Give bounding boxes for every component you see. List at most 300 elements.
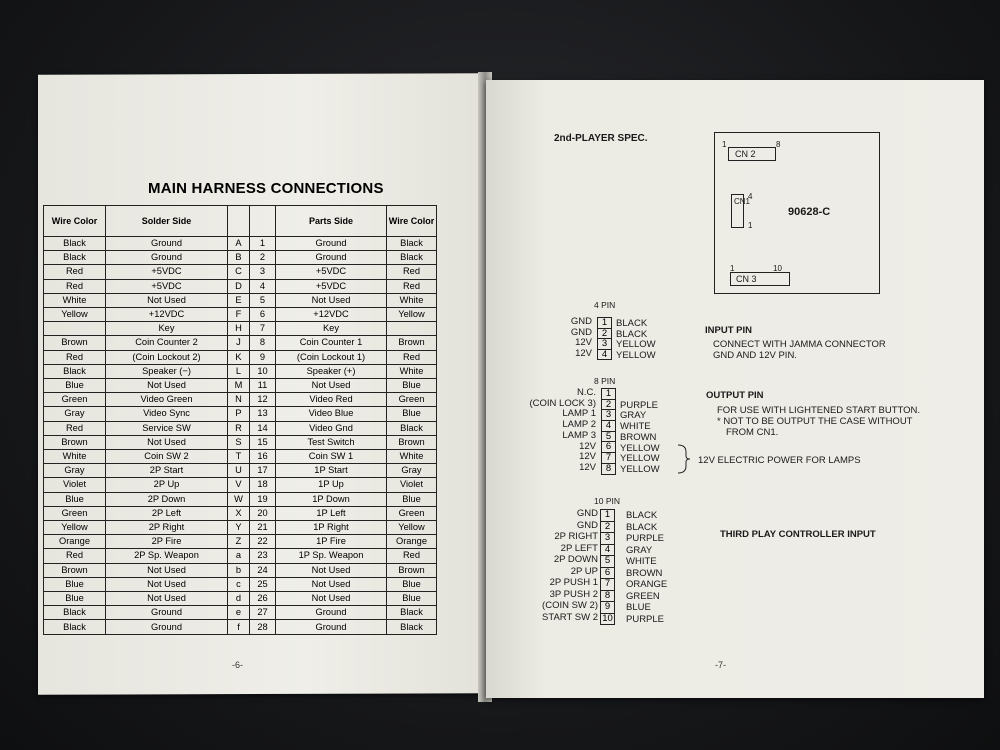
- parts-side-cell: Not Used: [276, 563, 387, 577]
- pin-letter-cell: c: [228, 577, 250, 591]
- wire-color-right-cell: Black: [387, 251, 437, 265]
- parts-side-cell: Not Used: [276, 293, 387, 307]
- pin8-pin-number: 1: [602, 388, 615, 400]
- solder-side-cell: 2P Down: [106, 492, 228, 506]
- wire-color-left-cell: Orange: [44, 535, 106, 549]
- table-row: [44, 279, 437, 293]
- pin-number-cell: 7: [250, 322, 276, 336]
- wire-color-left-cell: Black: [44, 251, 106, 265]
- cn3-start-pin: 1: [730, 264, 735, 273]
- parts-side-cell: Test Switch: [276, 435, 387, 449]
- solder-side-cell: Not Used: [106, 577, 228, 591]
- pin-number-cell: 28: [250, 620, 276, 635]
- pin-number-cell: 14: [250, 421, 276, 435]
- solder-side-cell: Ground: [106, 620, 228, 635]
- pin8-note-line: FOR USE WITH LIGHTENED START BUTTON.: [717, 405, 921, 416]
- solder-side-cell: +5VDC: [106, 265, 228, 279]
- pin8-pin-number: 2: [602, 400, 615, 411]
- pin-number-cell: 11: [250, 379, 276, 393]
- cn2-connector: [728, 147, 776, 161]
- wire-color-right-cell: Brown: [387, 563, 437, 577]
- wire-color-left-cell: Gray: [44, 464, 106, 478]
- pin-number-cell: 13: [250, 407, 276, 421]
- pin8-note-title: OUTPUT PIN: [706, 390, 764, 401]
- pin-number-cell: 20: [250, 506, 276, 520]
- wire-color-left-cell: Black: [44, 364, 106, 378]
- table-row: [44, 435, 437, 449]
- pin8-wire-color: GRAY: [620, 410, 647, 422]
- pin-letter-cell: f: [228, 620, 250, 635]
- pin-number-cell: 5: [250, 293, 276, 307]
- pin10-wire-color: BLUE: [626, 602, 651, 613]
- pin-letter-cell: X: [228, 506, 250, 520]
- pin10-wire-color: BROWN: [626, 567, 663, 579]
- pin10-pin-number: 3: [601, 533, 614, 545]
- pin-letter-cell: C: [228, 265, 250, 279]
- pin-number-cell: 19: [250, 492, 276, 506]
- solder-side-cell: Not Used: [106, 379, 228, 393]
- table-row: [44, 407, 437, 421]
- brace-icon: [676, 444, 692, 474]
- parts-side-cell: +5VDC: [276, 265, 387, 279]
- wire-color-left-cell: Red: [44, 350, 106, 364]
- solder-side-cell: 2P Right: [106, 521, 228, 535]
- pcb-model: 90628-C: [788, 206, 831, 218]
- solder-side-cell: Ground: [106, 237, 228, 251]
- pin8-pin-number: 8: [602, 464, 615, 475]
- pin8-signal-label: LAMP 2: [562, 419, 596, 431]
- parts-side-cell: 1P Start: [276, 464, 387, 478]
- table-row: [44, 535, 437, 549]
- pin10-wire-color: ORANGE: [626, 579, 668, 590]
- pin10-pin-number: 8: [601, 591, 614, 603]
- pin4-pin-number: 1: [598, 317, 611, 329]
- wire-color-right-cell: Yellow: [387, 308, 437, 322]
- parts-side-cell: 1P Up: [276, 478, 387, 492]
- pin-number-cell: 26: [250, 592, 276, 606]
- wire-color-left-cell: Red: [44, 265, 106, 279]
- header-parts-side: Parts Side: [276, 206, 387, 237]
- page-title: MAIN HARNESS CONNECTIONS: [148, 180, 384, 197]
- header-solder-side: Solder Side: [106, 206, 228, 237]
- pin10-pin-number: 7: [601, 579, 614, 591]
- cn2-end-pin: 8: [776, 140, 781, 149]
- solder-side-cell: 2P Left: [106, 506, 228, 520]
- pin4-wire-color: BLACK: [616, 328, 648, 340]
- pin4-wire-color: YELLOW: [616, 339, 656, 350]
- wire-color-right-cell: Yellow: [387, 521, 437, 535]
- pin-number-cell: 27: [250, 606, 276, 620]
- wire-color-right-cell: Gray: [387, 464, 437, 478]
- pin10-signal-label: 2P DOWN: [553, 554, 598, 565]
- table-row: [44, 379, 437, 393]
- harness-table: [43, 205, 437, 635]
- cn1-connector: [731, 194, 751, 228]
- wire-color-left-cell: White: [44, 450, 106, 464]
- wire-color-left-cell: Green: [44, 506, 106, 520]
- solder-side-cell: Ground: [106, 251, 228, 265]
- pin8-signal-label: 12V: [579, 461, 596, 473]
- table-row: [44, 478, 437, 492]
- wire-color-right-cell: Black: [387, 606, 437, 620]
- table-row: [44, 492, 437, 506]
- wire-color-right-cell: Orange: [387, 535, 437, 549]
- pin8-title: 8 PIN: [594, 376, 616, 386]
- table-row: [44, 421, 437, 435]
- header-letter: [228, 206, 250, 237]
- solder-side-cell: 2P Sp. Weapon: [106, 549, 228, 563]
- pin10-wire-color: WHITE: [626, 556, 657, 567]
- pin-letter-cell: M: [228, 379, 250, 393]
- parts-side-cell: Video Gnd: [276, 421, 387, 435]
- wire-color-left-cell: Blue: [44, 492, 106, 506]
- parts-side-cell: Speaker (+): [276, 364, 387, 378]
- parts-side-cell: 1P Left: [276, 506, 387, 520]
- cn1-top-pin: 4: [748, 192, 753, 201]
- pin-number-cell: 6: [250, 308, 276, 322]
- pin-letter-cell: S: [228, 435, 250, 449]
- table-row: [44, 450, 437, 464]
- parts-side-cell: +12VDC: [276, 308, 387, 322]
- pin8-signal-label: 12V: [579, 451, 596, 463]
- wire-color-right-cell: White: [387, 450, 437, 464]
- cn1-bottom-pin: 1: [748, 221, 753, 230]
- table-row: [44, 620, 437, 635]
- table-row: [44, 336, 437, 350]
- solder-side-cell: Not Used: [106, 563, 228, 577]
- pin-letter-cell: a: [228, 549, 250, 563]
- pin8-signal-label: LAMP 1: [562, 408, 596, 420]
- pin-number-cell: 2: [250, 251, 276, 265]
- parts-side-cell: 1P Down: [276, 492, 387, 506]
- pin10-signal-label: GND: [576, 519, 598, 531]
- table-row: [44, 563, 437, 577]
- wire-color-right-cell: Blue: [387, 592, 437, 606]
- table-header-row: [44, 206, 437, 237]
- parts-side-cell: 1P Right: [276, 521, 387, 535]
- wire-color-left-cell: Black: [44, 620, 106, 635]
- wire-color-left-cell: Brown: [44, 563, 106, 577]
- pin-letter-cell: N: [228, 393, 250, 407]
- solder-side-cell: 2P Up: [106, 478, 228, 492]
- wire-color-left-cell: [44, 322, 106, 336]
- pin10-wire-color: BLACK: [626, 521, 658, 533]
- pin4-pin-number: 2: [598, 329, 611, 340]
- pin10-pin-number: 6: [601, 568, 614, 580]
- pin10-signal-label: GND: [576, 508, 598, 519]
- pin-letter-cell: J: [228, 336, 250, 350]
- wire-color-left-cell: Red: [44, 279, 106, 293]
- pin-letter-cell: D: [228, 279, 250, 293]
- pin-number-cell: 15: [250, 435, 276, 449]
- pin-letter-cell: R: [228, 421, 250, 435]
- table-row: [44, 464, 437, 478]
- wire-color-left-cell: Black: [44, 237, 106, 251]
- wire-color-left-cell: Brown: [44, 435, 106, 449]
- pin10-wire-color: BLACK: [626, 510, 658, 521]
- table-row: [44, 251, 437, 265]
- header-wire-color-right: Wire Color: [387, 206, 437, 237]
- table-row: [44, 308, 437, 322]
- pin-number-cell: 23: [250, 549, 276, 563]
- pin4-signal-label: 12V: [575, 347, 592, 359]
- pin8-pin-number: 5: [602, 432, 615, 443]
- wire-color-right-cell: Green: [387, 393, 437, 407]
- pin-letter-cell: d: [228, 592, 250, 606]
- wire-color-right-cell: Blue: [387, 379, 437, 393]
- pin-letter-cell: E: [228, 293, 250, 307]
- solder-side-cell: 2P Fire: [106, 535, 228, 549]
- pin-letter-cell: K: [228, 350, 250, 364]
- pin-number-cell: 16: [250, 450, 276, 464]
- pin8-wire-color: BROWN: [620, 431, 657, 443]
- pin10-pin-number: 1: [601, 509, 614, 522]
- pin-letter-cell: A: [228, 237, 250, 251]
- pin4-wire-color: YELLOW: [616, 349, 656, 361]
- wire-color-left-cell: Yellow: [44, 308, 106, 322]
- wire-color-right-cell: Blue: [387, 492, 437, 506]
- parts-side-cell: 1P Fire: [276, 535, 387, 549]
- pin-number-cell: 24: [250, 563, 276, 577]
- pin8-pin-box: [601, 388, 616, 475]
- wire-color-right-cell: Blue: [387, 577, 437, 591]
- pin8-note-line: * NOT TO BE OUTPUT THE CASE WITHOUT: [717, 416, 913, 427]
- solder-side-cell: Video Sync: [106, 407, 228, 421]
- pin-letter-cell: L: [228, 364, 250, 378]
- wire-color-right-cell: Red: [387, 265, 437, 279]
- solder-side-cell: Video Green: [106, 393, 228, 407]
- pin10-signal-label: (COIN SW 2): [542, 600, 598, 611]
- parts-side-cell: Video Blue: [276, 407, 387, 421]
- solder-side-cell: Coin SW 2: [106, 450, 228, 464]
- pin8-signal-label: 12V: [579, 440, 596, 452]
- cn3-label: CN 3: [736, 274, 757, 284]
- pin8-signal-label: N.C.: [577, 387, 596, 398]
- solder-side-cell: 2P Start: [106, 464, 228, 478]
- wire-color-right-cell: White: [387, 293, 437, 307]
- header-number: [250, 206, 276, 237]
- pin10-wire-color: PURPLE: [626, 613, 665, 625]
- parts-side-cell: Coin SW 1: [276, 450, 387, 464]
- pin8-wire-color: WHITE: [620, 421, 651, 433]
- pin4-note-line: GND AND 12V PIN.: [713, 350, 797, 361]
- cn2-start-pin: 1: [722, 140, 727, 149]
- page-number-left: -6-: [232, 660, 243, 670]
- cn1-label: CN1: [734, 197, 751, 206]
- pin4-wire-color: BLACK: [616, 318, 648, 329]
- wire-color-left-cell: Red: [44, 421, 106, 435]
- parts-side-cell: (Coin Lockout 1): [276, 350, 387, 364]
- pin-number-cell: 4: [250, 279, 276, 293]
- pin10-signal-label: START SW 2: [542, 611, 598, 623]
- brace-note: 12V ELECTRIC POWER FOR LAMPS: [698, 455, 861, 466]
- pin-letter-cell: H: [228, 322, 250, 336]
- solder-side-cell: Key: [106, 322, 228, 336]
- parts-side-cell: Ground: [276, 251, 387, 265]
- wire-color-right-cell: Black: [387, 620, 437, 635]
- table-row: [44, 265, 437, 279]
- solder-side-cell: +12VDC: [106, 308, 228, 322]
- wire-color-right-cell: [387, 322, 437, 336]
- table-row: [44, 506, 437, 520]
- solder-side-cell: Not Used: [106, 592, 228, 606]
- pin10-pin-number: 2: [601, 522, 614, 534]
- pin4-note-title: INPUT PIN: [705, 325, 752, 336]
- wire-color-right-cell: Black: [387, 237, 437, 251]
- parts-side-cell: 1P Sp. Weapon: [276, 549, 387, 563]
- pin-letter-cell: Z: [228, 535, 250, 549]
- header-wire-color-left: Wire Color: [44, 206, 106, 237]
- table-row: [44, 606, 437, 620]
- pin-number-cell: 12: [250, 393, 276, 407]
- pin-number-cell: 17: [250, 464, 276, 478]
- pin-letter-cell: F: [228, 308, 250, 322]
- solder-side-cell: Not Used: [106, 293, 228, 307]
- section-heading: 2nd-PLAYER SPEC.: [554, 133, 648, 144]
- parts-side-cell: Ground: [276, 606, 387, 620]
- pin4-pin-number: 3: [598, 339, 611, 350]
- page-number-right: -7-: [715, 660, 726, 670]
- pin-letter-cell: Y: [228, 521, 250, 535]
- parts-side-cell: Not Used: [276, 379, 387, 393]
- pin-letter-cell: B: [228, 251, 250, 265]
- pin-number-cell: 8: [250, 336, 276, 350]
- pin-letter-cell: U: [228, 464, 250, 478]
- parts-side-cell: Not Used: [276, 577, 387, 591]
- parts-side-cell: Ground: [276, 237, 387, 251]
- wire-color-right-cell: Red: [387, 279, 437, 293]
- pin10-pin-number: 10: [602, 612, 613, 624]
- parts-side-cell: +5VDC: [276, 279, 387, 293]
- pin10-signal-label: 2P LEFT: [560, 542, 598, 554]
- table-row: [44, 521, 437, 535]
- pin8-signal-label: (COIN LOCK 3): [529, 397, 596, 409]
- pin4-signal-label: 12V: [575, 337, 592, 348]
- pin-number-cell: 3: [250, 265, 276, 279]
- pin-letter-cell: T: [228, 450, 250, 464]
- pin8-pin-number: 3: [602, 410, 615, 421]
- wire-color-left-cell: Black: [44, 606, 106, 620]
- wire-color-left-cell: Yellow: [44, 521, 106, 535]
- pin-number-cell: 9: [250, 350, 276, 364]
- wire-color-right-cell: Black: [387, 421, 437, 435]
- table-row: [44, 592, 437, 606]
- pin8-pin-number: 7: [602, 453, 615, 464]
- wire-color-right-cell: Red: [387, 549, 437, 563]
- pin10-wire-color: GRAY: [626, 544, 653, 556]
- wire-color-left-cell: Red: [44, 549, 106, 563]
- pin4-pin-box: [597, 317, 612, 360]
- pin4-title: 4 PIN: [594, 300, 616, 310]
- pin-number-cell: 25: [250, 577, 276, 591]
- table-row: [44, 549, 437, 563]
- pin4-note-line: CONNECT WITH JAMMA CONNECTOR: [713, 339, 886, 350]
- wire-color-right-cell: Green: [387, 506, 437, 520]
- pin10-signal-label: 2P RIGHT: [554, 531, 598, 542]
- table-row: [44, 577, 437, 591]
- pin10-pin-number: 9: [601, 602, 614, 614]
- pin10-signal-label: 2P UP: [570, 565, 598, 577]
- pin-letter-cell: e: [228, 606, 250, 620]
- solder-side-cell: Service SW: [106, 421, 228, 435]
- pin-number-cell: 10: [250, 364, 276, 378]
- pin-letter-cell: P: [228, 407, 250, 421]
- solder-side-cell: Coin Counter 2: [106, 336, 228, 350]
- pin8-wire-color: YELLOW: [620, 463, 660, 475]
- wire-color-right-cell: Brown: [387, 336, 437, 350]
- wire-color-left-cell: White: [44, 293, 106, 307]
- table-row: [44, 393, 437, 407]
- pin-number-cell: 1: [250, 237, 276, 251]
- pin-number-cell: 22: [250, 535, 276, 549]
- solder-side-cell: Speaker (−): [106, 364, 228, 378]
- pin8-pin-number: 4: [602, 421, 615, 432]
- pin4-signal-label: GND: [570, 316, 592, 327]
- table-row: [44, 237, 437, 251]
- solder-side-cell: (Coin Lockout 2): [106, 350, 228, 364]
- pin8-wire-color: PURPLE: [620, 399, 659, 411]
- pin10-pin-box: [600, 509, 615, 625]
- solder-side-cell: +5VDC: [106, 279, 228, 293]
- pin8-signal-label: LAMP 3: [562, 429, 596, 441]
- pin10-title: 10 PIN: [594, 496, 620, 506]
- pin10-signal-label: 2P PUSH 1: [549, 577, 598, 588]
- wire-color-right-cell: Blue: [387, 407, 437, 421]
- wire-color-left-cell: Gray: [44, 407, 106, 421]
- parts-side-cell: Video Red: [276, 393, 387, 407]
- pin10-pin-number: 4: [601, 545, 614, 557]
- parts-side-cell: Key: [276, 322, 387, 336]
- table-row: [44, 364, 437, 378]
- wire-color-left-cell: Blue: [44, 577, 106, 591]
- wire-color-left-cell: Violet: [44, 478, 106, 492]
- wire-color-left-cell: Brown: [44, 336, 106, 350]
- wire-color-right-cell: Brown: [387, 435, 437, 449]
- pin-number-cell: 18: [250, 478, 276, 492]
- parts-side-cell: Not Used: [276, 592, 387, 606]
- cn2-label: CN 2: [735, 149, 756, 159]
- pin8-wire-color: YELLOW: [620, 442, 660, 454]
- wire-color-right-cell: Red: [387, 350, 437, 364]
- table-row: [44, 350, 437, 364]
- pin-letter-cell: W: [228, 492, 250, 506]
- pin10-signal-label: 3P PUSH 2: [549, 588, 598, 600]
- pin4-signal-label: GND: [570, 326, 592, 338]
- pin4-pin-number: 4: [598, 350, 611, 361]
- wire-color-left-cell: Blue: [44, 592, 106, 606]
- pin-letter-cell: b: [228, 563, 250, 577]
- pin8-wire-color: YELLOW: [620, 453, 660, 465]
- wire-color-left-cell: Green: [44, 393, 106, 407]
- pin10-pin-number: 5: [601, 556, 614, 568]
- parts-side-cell: Coin Counter 1: [276, 336, 387, 350]
- table-row: [44, 322, 437, 336]
- table-row: [44, 293, 437, 307]
- wire-color-right-cell: White: [387, 364, 437, 378]
- pin8-note-line: FROM CN1.: [726, 427, 779, 438]
- cn3-end-pin: 10: [773, 264, 782, 273]
- cn3-connector: [730, 272, 790, 286]
- pin10-wire-color: PURPLE: [626, 533, 665, 544]
- solder-side-cell: Not Used: [106, 435, 228, 449]
- wire-color-left-cell: Blue: [44, 379, 106, 393]
- pin-letter-cell: V: [228, 478, 250, 492]
- pin-number-cell: 21: [250, 521, 276, 535]
- solder-side-cell: Ground: [106, 606, 228, 620]
- wire-color-right-cell: Violet: [387, 478, 437, 492]
- pin10-note-title: THIRD PLAY CONTROLLER INPUT: [720, 529, 876, 540]
- pin10-wire-color: GREEN: [626, 590, 660, 602]
